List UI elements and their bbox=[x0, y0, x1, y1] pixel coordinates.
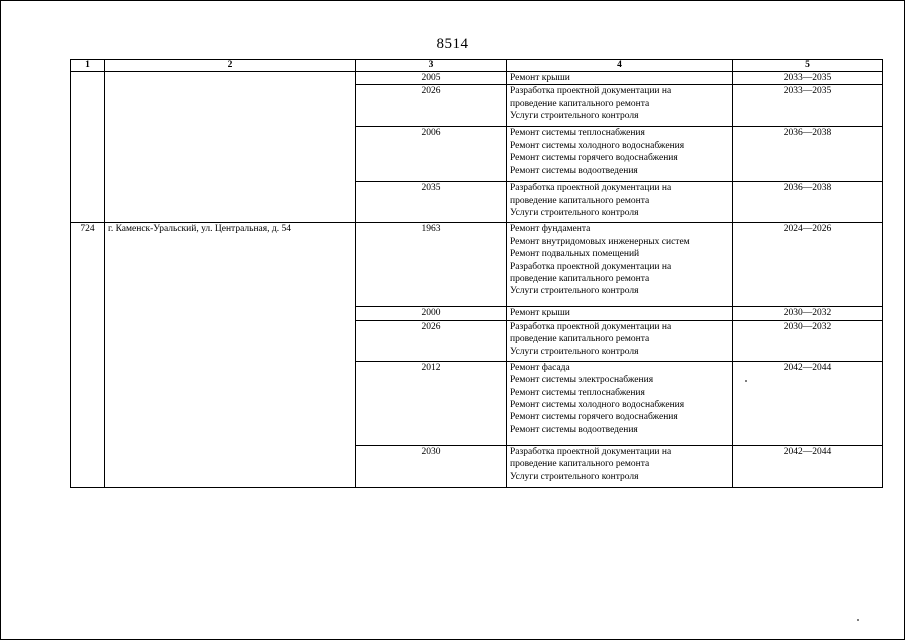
work-item: Ремонт системы электроснабжения bbox=[510, 375, 654, 386]
work-item: Ремонт фундамента bbox=[510, 224, 591, 235]
works-cell bbox=[507, 72, 733, 85]
work-item: Ремонт системы водоотведения bbox=[510, 165, 638, 176]
year-cell: 2030 bbox=[356, 445, 507, 487]
work-item: Разработка проектной документации на bbox=[510, 86, 672, 97]
work-item: Услуги строительного контроля bbox=[510, 111, 639, 122]
work-item: Ремонт системы теплоснабжения bbox=[510, 128, 645, 139]
year-cell: 2005 bbox=[356, 72, 507, 85]
work-item: проведение капитального ремонта bbox=[510, 334, 650, 345]
work-item: Услуги строительного контроля bbox=[510, 346, 639, 357]
period-cell: 2042—2044 bbox=[733, 361, 883, 445]
address-cell bbox=[105, 72, 356, 223]
entry-number-cell: 724 bbox=[71, 223, 105, 487]
works-cell bbox=[507, 361, 733, 445]
table-header-row bbox=[71, 60, 883, 72]
column-header: 2 bbox=[105, 60, 356, 72]
repair-schedule-table bbox=[70, 59, 883, 488]
work-item: Ремонт крыши bbox=[510, 73, 570, 83]
work-item: проведение капитального ремонта bbox=[510, 98, 650, 109]
entry-number-cell bbox=[71, 72, 105, 223]
year-cell: 1963 bbox=[356, 223, 507, 307]
work-item: Услуги строительного контроля bbox=[510, 208, 639, 219]
period-cell: 2024—2026 bbox=[733, 223, 883, 307]
period-cell: 2033—2035 bbox=[733, 72, 883, 85]
work-item: проведение капитального ремонта bbox=[510, 274, 650, 285]
works-cell bbox=[507, 223, 733, 307]
work-item: Ремонт системы горячего водоснабжения bbox=[510, 153, 678, 164]
column-header: 5 bbox=[733, 60, 883, 72]
year-cell: 2026 bbox=[356, 85, 507, 127]
works-cell bbox=[507, 320, 733, 361]
work-item: проведение капитального ремонта bbox=[510, 195, 650, 206]
period-cell: 2030—2032 bbox=[733, 307, 883, 320]
work-item: Ремонт внутридомовых инженерных систем bbox=[510, 236, 690, 247]
period-cell: 2042—2044 bbox=[733, 445, 883, 487]
work-item: Услуги строительного контроля bbox=[510, 471, 639, 482]
column-header: 3 bbox=[356, 60, 507, 72]
table-body bbox=[71, 72, 883, 488]
work-item: Ремонт системы холодного водоснабжения bbox=[510, 400, 685, 411]
work-item: Услуги строительного контроля bbox=[510, 286, 639, 297]
year-cell: 2006 bbox=[356, 127, 507, 182]
table-row bbox=[71, 72, 883, 85]
works-cell bbox=[507, 307, 733, 320]
year-cell: 2000 bbox=[356, 307, 507, 320]
work-item: Разработка проектной документации на bbox=[510, 261, 672, 272]
work-item: Ремонт фасада bbox=[510, 362, 570, 373]
scan-speck bbox=[745, 380, 747, 382]
work-item: Ремонт системы водоотведения bbox=[510, 424, 638, 435]
work-item: Ремонт системы теплоснабжения bbox=[510, 387, 645, 398]
period-cell: 2036—2038 bbox=[733, 127, 883, 182]
period-cell: 2030—2032 bbox=[733, 320, 883, 361]
work-item: Разработка проектной документации на bbox=[510, 321, 672, 332]
address-cell: г. Каменск-Уральский, ул. Центральная, д. 54 bbox=[105, 223, 356, 487]
works-cell bbox=[507, 85, 733, 127]
column-header: 1 bbox=[71, 60, 105, 72]
period-cell: 2036—2038 bbox=[733, 182, 883, 223]
work-item: Разработка проектной документации на bbox=[510, 183, 672, 194]
work-item: Ремонт системы холодного водоснабжения bbox=[510, 140, 685, 151]
works-cell bbox=[507, 445, 733, 487]
work-item: Ремонт системы горячего водоснабжения bbox=[510, 412, 678, 423]
year-cell: 2012 bbox=[356, 361, 507, 445]
year-cell: 2035 bbox=[356, 182, 507, 223]
works-cell bbox=[507, 127, 733, 182]
year-cell: 2026 bbox=[356, 320, 507, 361]
scan-speck bbox=[857, 619, 859, 621]
column-header: 4 bbox=[507, 60, 733, 72]
work-item: Разработка проектной документации на bbox=[510, 446, 672, 457]
works-cell bbox=[507, 182, 733, 223]
work-item: Ремонт крыши bbox=[510, 308, 570, 319]
work-item: Ремонт подвальных помещений bbox=[510, 249, 640, 260]
work-item: проведение капитального ремонта bbox=[510, 459, 650, 470]
page-number: 8514 bbox=[436, 36, 469, 52]
period-cell: 2033—2035 bbox=[733, 85, 883, 127]
table-row bbox=[71, 223, 883, 307]
